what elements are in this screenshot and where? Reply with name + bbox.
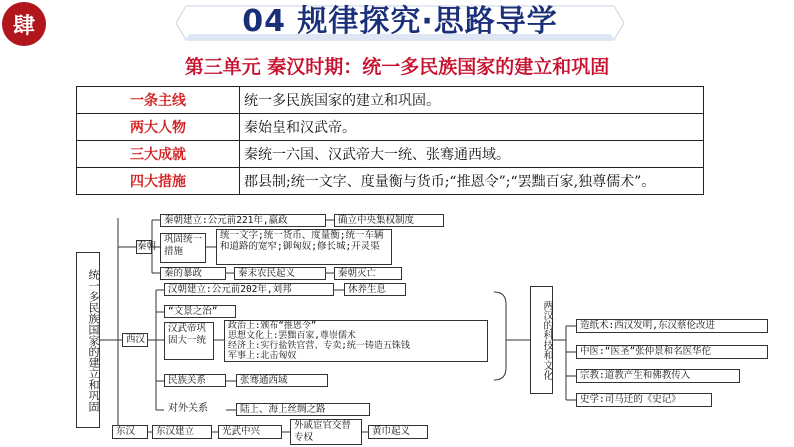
donghan-founding: 东汉建立: [152, 425, 212, 439]
xihan-node: 西汉: [122, 333, 148, 347]
summary-key: 四大措施: [77, 168, 240, 195]
qin-node: 秦朝: [137, 241, 157, 252]
eunuch-power: 外戚宦官交替专权: [290, 419, 362, 445]
science-item: 造纸术:西汉发明,东汉蔡伦改进: [576, 319, 768, 333]
summary-value: 秦统一六国、汉武帝大一统、张骞通西域。: [240, 141, 704, 168]
qin-centralization: 确立中央集权制度: [334, 214, 444, 227]
han-rest: 休养生息: [344, 283, 406, 296]
yellow-turban: 黄巾起义: [368, 425, 428, 439]
mindmap-root: 统一多民族国家的建立和巩固: [76, 252, 100, 428]
wudi-node: 汉武帝巩固大一统: [164, 322, 214, 360]
science-item: 中医:“医圣”张仲景和名医华佗: [576, 345, 768, 359]
science-node: 两汉的科技和文化: [530, 286, 553, 394]
qin-founding: 秦朝建立:公元前221年,嬴政: [160, 214, 326, 227]
science-item: 宗教:道教产生和佛教传入: [576, 369, 740, 383]
summary-value: 郡县制;统一文字、度量衡与货币;“推恩令”;“罢黜百家,独尊儒术”。: [240, 168, 704, 195]
qin-tyranny: 秦的暴政: [160, 267, 226, 280]
ethnic-relations: 民族关系: [164, 374, 226, 387]
summary-key: 三大成就: [77, 141, 240, 168]
summary-key: 两大人物: [77, 114, 240, 141]
guangwu-revival: 光武中兴: [218, 425, 282, 439]
qin-consolidate: 巩固统一措施: [160, 233, 206, 263]
wenjing-rule: “文景之治”: [164, 305, 236, 318]
qin-uprising: 秦末农民起义: [234, 267, 326, 280]
summary-key: 一条主线: [77, 87, 240, 114]
unit-subtitle: 第三单元 秦汉时期：统一多民族国家的建立和巩固: [184, 56, 610, 78]
wudi-details: 政治上:颁布“推恩令” 思想文化上:罢黜百家,尊崇儒术 经济上:实行盐铁官营、专卖;统一铸造五铢钱 军事上:北击匈奴: [224, 320, 488, 362]
qin-measures: 统一文字;统一货币、度量衡;统一车辆和道路的宽窄;御匈奴;修长城;开灵渠: [216, 229, 392, 265]
badge-character: 肆: [12, 13, 35, 39]
qin-fall: 秦朝灭亡: [334, 267, 402, 280]
donghan-node: 东汉: [112, 425, 148, 439]
silk-road: 陆上、海上丝绸之路: [236, 403, 370, 416]
science-item: 史学:司马迁的《史记》: [576, 393, 712, 407]
summary-value: 统一多民族国家的建立和巩固。: [240, 87, 704, 114]
summary-value: 秦始皇和汉武帝。: [240, 114, 704, 141]
zhangqian-node: 张骞通西域: [236, 374, 328, 387]
han-founding: 汉朝建立:公元前202年,刘邦: [164, 283, 334, 296]
page-title: 04 规律探究·思路导学: [242, 4, 558, 39]
foreign-relations: 对外关系: [168, 403, 208, 414]
